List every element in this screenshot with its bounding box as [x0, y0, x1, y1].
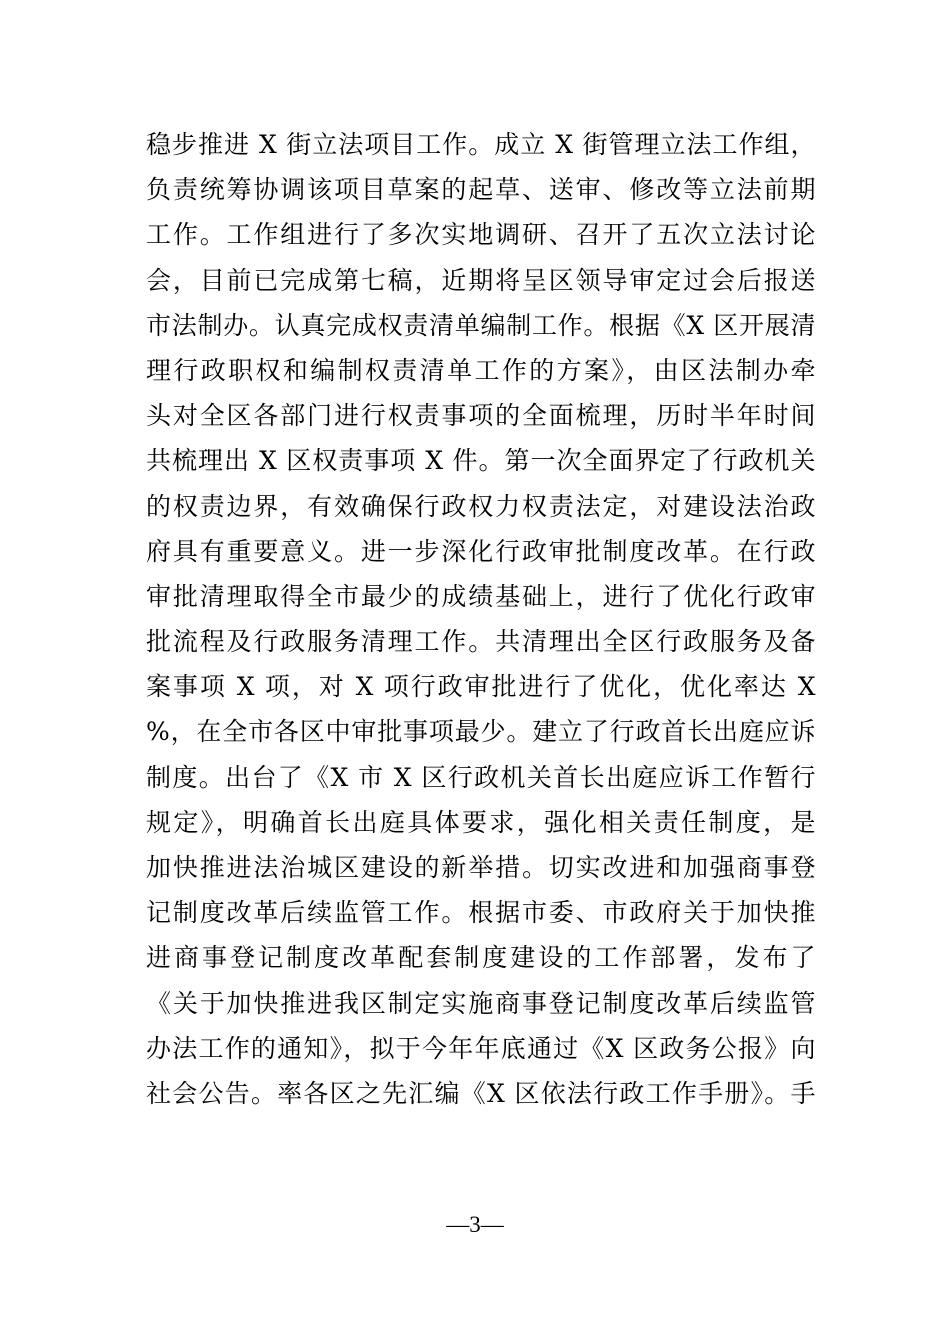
text-line: 审批清理取得全市最少的成绩基础上，进行了优化行政审 — [146, 581, 816, 611]
text-line: 制度。出台了《X 市 X 区行政机关首长出庭应诉工作暂行 — [146, 762, 816, 792]
text-line: 规定》，明确首长出庭具体要求，强化相关责任制度，是 — [146, 807, 816, 837]
text-line: 共梳理出 X 区权责事项 X 件。第一次全面界定了行政机关 — [146, 446, 816, 476]
text-line: 社会公告。率各区之先汇编《X 区依法行政工作手册》。手 — [146, 1078, 816, 1108]
text-line: 办法工作的通知》，拟于今年年底通过《X 区政务公报》向 — [146, 1033, 816, 1063]
text-line: 的权责边界，有效确保行政权力权责法定，对建设法治政 — [146, 491, 816, 521]
text-line: 理行政职权和编制权责清单工作的方案》，由区法制办牵 — [146, 355, 816, 385]
text-line: 《关于加快推进我区制定实施商事登记制度改革后续监管 — [146, 988, 816, 1018]
text-line: 稳步推进 X 街立法项目工作。成立 X 街管理立法工作组， — [146, 130, 816, 159]
text-line: 头对全区各部门进行权责事项的全面梳理，历时半年时间 — [146, 401, 816, 431]
text-line: 加快推进法治城区建设的新举措。切实改进和加强商事登 — [146, 853, 816, 882]
text-line: 会，目前已完成第七稿，近期将呈区领导审定过会后报送 — [146, 265, 816, 295]
text-line: 进商事登记制度改革配套制度建设的工作部署，发布了 — [146, 943, 816, 973]
body-paragraph — [146, 122, 816, 1116]
text-line: 市法制办。认真完成权责清单编制工作。根据《X 区开展清 — [146, 310, 816, 340]
text-line: 案事项 X 项，对 X 项行政审批进行了优化，优化率达 X — [146, 672, 816, 702]
text-line: 批流程及行政服务清理工作。共清理出全区行政服务及备 — [146, 627, 816, 657]
text-line: 府具有重要意义。进一步深化行政审批制度改革。在行政 — [146, 536, 816, 566]
text-line: 负责统筹协调该项目草案的起草、送审、修改等立法前期 — [146, 175, 816, 205]
text-line: 记制度改革后续监管工作。根据市委、市政府关于加快推 — [146, 898, 816, 928]
page-number: —3— — [446, 1212, 504, 1237]
text-line: %，在全市各区中审批事项最少。建立了行政首长出庭应诉 — [146, 717, 816, 747]
text-line: 工作。工作组进行了多次实地调研、召开了五次立法讨论 — [146, 220, 816, 250]
